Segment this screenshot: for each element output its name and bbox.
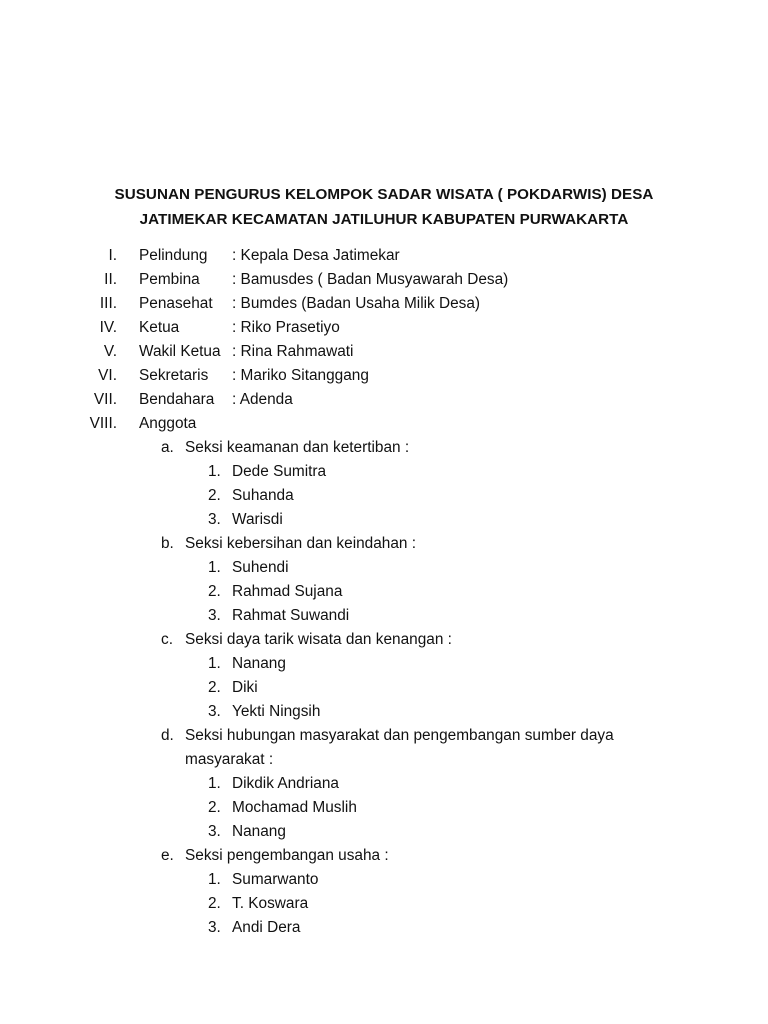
member-number: 2.: [208, 799, 221, 816]
member-row: [0, 582, 768, 602]
member-row: [0, 894, 768, 914]
member-row: [0, 462, 768, 482]
position-value: : Adenda: [232, 391, 293, 408]
position-row: [0, 294, 768, 314]
member-number: 1.: [208, 655, 221, 672]
section-row: [0, 438, 768, 458]
section-title: Seksi pengembangan usaha :: [185, 847, 389, 864]
section-title-continuation: masyarakat :: [185, 751, 274, 768]
member-name: Sumarwanto: [232, 871, 319, 888]
member-row: [0, 918, 768, 938]
member-number: 3.: [208, 919, 221, 936]
position-value: : Bamusdes ( Badan Musyawarah Desa): [232, 271, 509, 288]
section-letter: e.: [161, 847, 174, 864]
member-number: 3.: [208, 703, 221, 720]
roman-numeral: VIII.: [89, 415, 117, 432]
member-row: [0, 510, 768, 530]
roman-numeral: I.: [108, 247, 117, 264]
roman-numeral: II.: [104, 271, 117, 288]
position-label: Bendahara: [139, 391, 215, 408]
position-value: : Mariko Sitanggang: [232, 367, 369, 384]
position-label: Pelindung: [139, 247, 208, 264]
member-row: [0, 798, 768, 818]
member-name: Suhanda: [232, 487, 294, 504]
document-title-line-1: SUSUNAN PENGURUS KELOMPOK SADAR WISATA ( POKDARWIS) DESA: [114, 186, 654, 203]
section-title: Seksi keamanan dan ketertiban :: [185, 439, 410, 456]
position-label: Ketua: [139, 319, 180, 336]
member-name: Andi Dera: [232, 919, 301, 936]
position-value: : Rina Rahmawati: [232, 343, 354, 360]
roman-numeral: VII.: [93, 391, 117, 408]
member-name: Suhendi: [232, 559, 289, 576]
member-number: 2.: [208, 583, 221, 600]
member-row: [0, 822, 768, 842]
position-value: : Riko Prasetiyo: [232, 319, 340, 336]
member-row: [0, 606, 768, 626]
position-row: [0, 270, 768, 290]
member-number: 1.: [208, 871, 221, 888]
member-row: [0, 678, 768, 698]
section-title-continuation-row: [0, 750, 768, 770]
position-label: Sekretaris: [139, 367, 209, 384]
position-row: [0, 366, 768, 386]
position-label: Anggota: [139, 415, 197, 432]
member-name: Diki: [232, 679, 258, 696]
position-row: [0, 342, 768, 362]
member-name: Rahmad Sujana: [232, 583, 343, 600]
member-name: Nanang: [232, 823, 286, 840]
section-row: [0, 846, 768, 866]
section-row: [0, 726, 768, 746]
position-label: Pembina: [139, 271, 200, 288]
position-row: [0, 414, 768, 434]
member-row: [0, 702, 768, 722]
member-number: 2.: [208, 895, 221, 912]
member-number: 1.: [208, 775, 221, 792]
member-row: [0, 558, 768, 578]
member-name: Dikdik Andriana: [232, 775, 339, 792]
position-label: Penasehat: [139, 295, 213, 312]
member-number: 3.: [208, 823, 221, 840]
member-name: Nanang: [232, 655, 286, 672]
section-letter: d.: [161, 727, 174, 744]
member-number: 2.: [208, 487, 221, 504]
member-number: 2.: [208, 679, 221, 696]
member-number: 3.: [208, 511, 221, 528]
member-row: [0, 870, 768, 890]
position-row: [0, 246, 768, 266]
member-row: [0, 654, 768, 674]
section-title: Seksi daya tarik wisata dan kenangan :: [185, 631, 452, 648]
member-name: Warisdi: [232, 511, 283, 528]
section-row: [0, 630, 768, 650]
member-row: [0, 486, 768, 506]
member-row: [0, 774, 768, 794]
roman-numeral: III.: [99, 295, 117, 312]
position-row: [0, 318, 768, 338]
member-name: Mochamad Muslih: [232, 799, 357, 816]
position-value: : Kepala Desa Jatimekar: [232, 247, 400, 264]
roman-numeral: VI.: [98, 367, 117, 384]
section-letter: a.: [161, 439, 174, 456]
member-name: Dede Sumitra: [232, 463, 327, 480]
member-number: 1.: [208, 463, 221, 480]
position-label: Wakil Ketua: [139, 343, 221, 360]
member-name: T. Koswara: [232, 895, 309, 912]
section-title: Seksi kebersihan dan keindahan :: [185, 535, 417, 552]
position-value: : Bumdes (Badan Usaha Milik Desa): [232, 295, 481, 312]
document-title-line-2: JATIMEKAR KECAMATAN JATILUHUR KABUPATEN PURWAKARTA: [139, 211, 629, 228]
member-name: Rahmat Suwandi: [232, 607, 350, 624]
roman-numeral: V.: [103, 343, 117, 360]
section-letter: b.: [161, 535, 174, 552]
member-name: Yekti Ningsih: [232, 703, 321, 720]
member-number: 3.: [208, 607, 221, 624]
roman-numeral: IV.: [99, 319, 117, 336]
section-letter: c.: [161, 631, 173, 648]
section-title: Seksi hubungan masyarakat dan pengembangan sumber daya: [185, 727, 614, 744]
section-row: [0, 534, 768, 554]
member-number: 1.: [208, 559, 221, 576]
position-row: [0, 390, 768, 410]
